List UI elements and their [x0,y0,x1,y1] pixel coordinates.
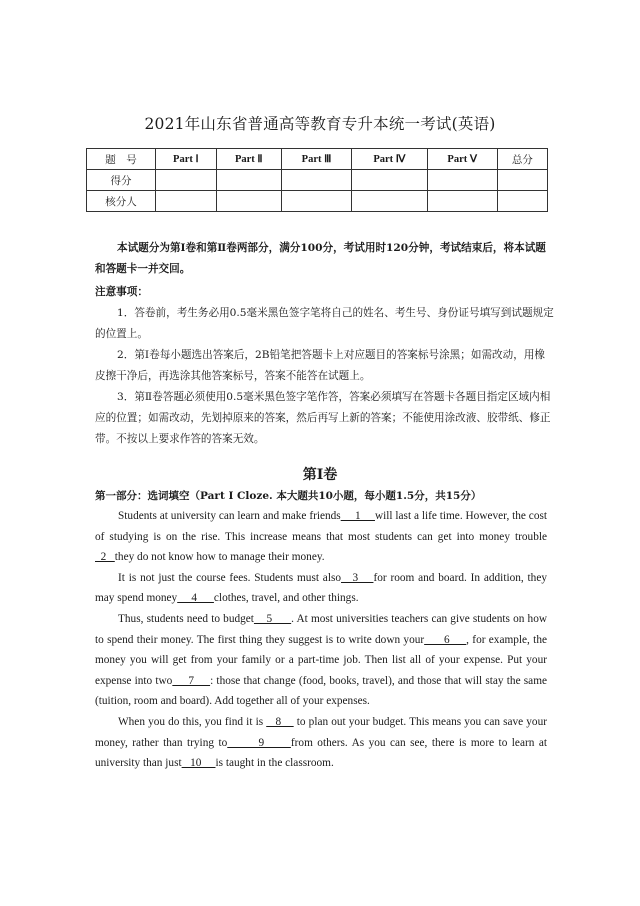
passage-text: , for example, the money you will get from your family or a part-time job. Then list all of your expense. Put your expense into two [95,633,547,687]
exam-intro: 本试题分为第Ⅰ卷和第Ⅱ卷两部分，满分100分，考试用时120分钟，考试结束后，将本试题和答题卡一并交回。 [95,242,546,275]
exam-title: 2021年山东省普通高等教育专升本统一考试(英语) [144,115,496,133]
score-table [86,148,548,212]
passage-text: . At most universities teachers can give students on how to spend their money. The first thing they suggest is to write down your [95,612,547,646]
blank-5: 5 [253,612,292,625]
passage-paragraph [95,609,547,712]
score-header-part-4: Part Ⅳ [352,149,428,170]
score-header-part-5: Part Ⅴ [427,149,497,170]
passage-text: for room and board. In addition, they may spend money [95,571,547,605]
score-cell [281,170,351,191]
score-cell [497,170,547,191]
blank-1: 1 [340,510,375,522]
blank-6: 6 [424,633,467,646]
score-table-row-checker [87,191,548,212]
passage-text: from others. As you can see, there is more to learn at university than just [95,736,547,770]
passage-text: clothes, travel, and other things. [213,592,359,605]
score-row-label-checker: 核分人 [87,191,156,212]
score-cell [427,191,497,212]
blank-8: 8 [266,715,294,728]
score-cell [352,170,428,191]
blank-7: 7 [172,674,211,687]
passage-paragraph [95,712,547,774]
score-header-total: 总分 [497,149,547,170]
passage-text: will last a life time. However, the cost of studying is on the rise. This increase means that most students can get into money trouble [95,510,548,543]
score-cell [497,191,547,212]
score-cell [352,191,428,212]
score-cell [281,191,351,212]
score-cell [427,170,497,191]
score-cell [216,191,281,212]
score-table-row-score [87,170,548,191]
passage-text: : those that change (food, books, travel), and those that will stay the same (tuition, room and board). Add together all of your expenses. [95,674,548,708]
passage-text: to plan out your budget. This means you can save your money, rather than trying to [95,715,547,749]
section-title: 第Ⅰ卷 [302,467,338,483]
score-cell [156,170,217,191]
passage-text: Students at university can learn and make friends [118,510,341,522]
score-cell [156,191,217,212]
blank-4: 4 [177,592,214,605]
passage-text: is taught in the classroom. [215,757,334,770]
blank-2: 2 [95,551,115,564]
score-table-header-row [87,149,548,170]
score-cell [216,170,281,191]
note-item-1: 1．答卷前，考生务必用0.5毫米黑色签字笔将自己的姓名、考生号、身份证号填写到试题规定的位置上。 [95,307,554,340]
score-header-part-3: Part Ⅲ [281,149,351,170]
score-row-label-score: 得分 [87,170,156,191]
passage-text: When you do this, you find it is [118,715,267,728]
note-item-2: 2．第Ⅰ卷每小题选出答案后，2B铅笔把答题卡上对应题目的答案标号涂黑；如需改动，用橡皮擦干净后，再选涂其他答案标号，答案不能答在试题上。 [95,349,546,382]
note-item-3: 3．第Ⅱ卷答题必须使用0.5毫米黑色签字笔作答，答案必须填写在答题卡各题目指定区域内相应的位置；如需改动，先划掉原来的答案，然后再写上新的答案；不能使用涂改液、胶带纸、修正带。不按以上要求作答的答案无效。 [95,391,551,445]
passage-paragraph [95,506,547,568]
score-header-question-no: 题 号 [87,149,156,170]
passage-paragraph [95,568,547,609]
blank-10: 10 [181,757,216,770]
blank-9: 9 [227,736,291,749]
passage-text: they do not know how to manage their money. [114,551,325,564]
passage-text: It is not just the course fees. Students must also [118,571,342,584]
passage-text: Thus, students need to budget [118,612,254,625]
part-heading: 第一部分：选词填空（Part Ⅰ Cloze. 本大题共10小题，每小题1.5分，共15分） [95,490,482,502]
cloze-passage [95,506,547,774]
blank-3: 3 [341,571,374,584]
score-header-part-2: Part Ⅱ [216,149,281,170]
notes-heading: 注意事项： [95,286,148,298]
score-header-part-1: Part Ⅰ [156,149,217,170]
